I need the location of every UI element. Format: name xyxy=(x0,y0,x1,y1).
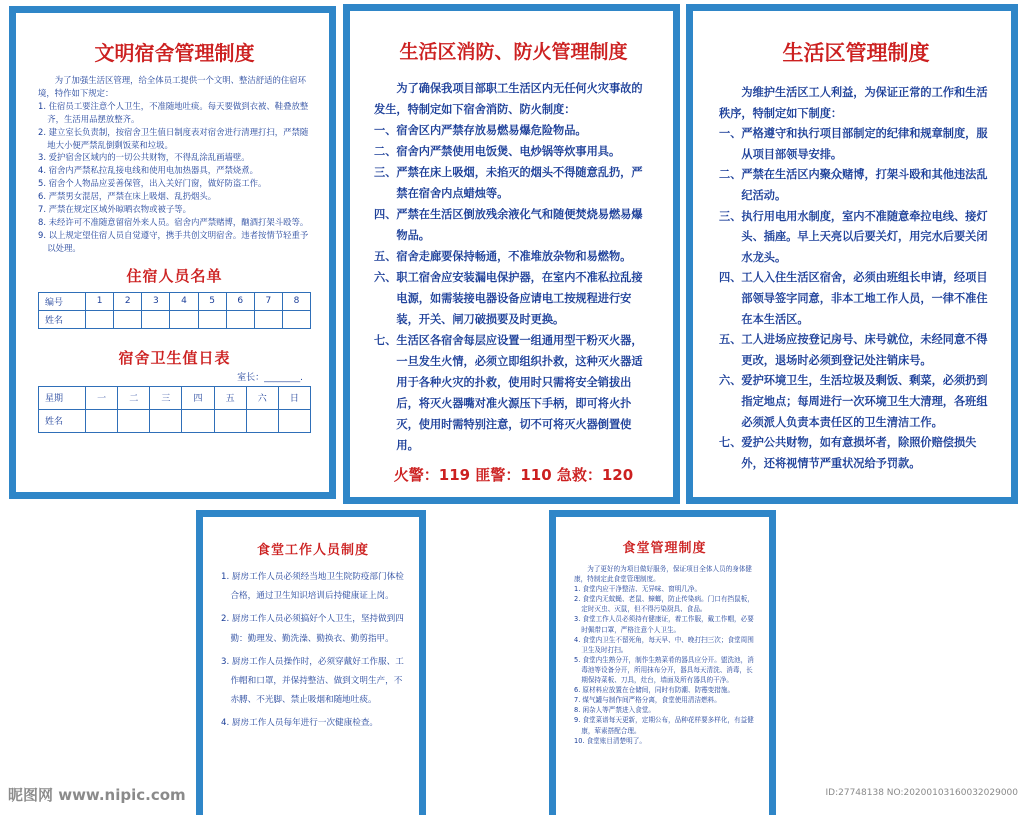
table-cell xyxy=(198,310,226,328)
table-cell: 三 xyxy=(150,386,182,409)
table-cell: 8 xyxy=(282,292,310,310)
duty-table xyxy=(38,386,311,433)
board-canteen-staff xyxy=(196,510,426,815)
watermark-logo: 昵图网 www.nipic.com xyxy=(8,786,186,804)
board3-item: 六、爱护环境卫生，生活垃圾及剩饭、剩菜，必须扔到指定地点；每周进行一次环境卫生大清理，各班组必须派人负责本责任区的卫生清洁工作。 xyxy=(719,374,988,429)
board-living-area xyxy=(686,4,1018,504)
board-canteen-rules xyxy=(549,510,776,815)
table-cell xyxy=(282,310,310,328)
board1-item: 5. 宿舍个人物品应妥善保管，出入关好门窗，做好防盗工作。 xyxy=(38,178,267,189)
board2-intro: 为了确保我项目部职工生活区内无任何火灾事故的发生，特制定如下宿舍消防、防火制度： xyxy=(374,82,643,116)
board1-intro: 为了加强生活区管理，给全体员工提供一个文明、整洁舒适的住宿环境，特作如下规定： xyxy=(38,75,307,98)
board3-item: 二、严禁在生活区内聚众赌博，打架斗殴和其他违法乱纪活动。 xyxy=(719,168,988,202)
board4-item: 1. 厨房工作人员必须经当地卫生院防疫部门体检合格，通过卫生知识培训后持健康证上岗。 xyxy=(221,572,404,602)
table-cell: 7 xyxy=(254,292,282,310)
board2-item: 五、宿舍走廊要保持畅通，不准堆放杂物和易燃物。 xyxy=(374,250,632,263)
table-cell: 二 xyxy=(118,386,150,409)
board2-item: 七、生活区各宿舍每层应设置一组通用型干粉灭火器，一旦发生火情，必须立即组织扑救，这种灭火器适用于各种火灾的扑救，使用时只需将安全销拔出后，将灭火器嘴对准火源压下手柄，即可将火扑灭，使用时需特别注意，切不可将灭火器倒置使用。 xyxy=(374,334,643,452)
board5-item: 9. 食堂菜谱每天更新，定期公布，品种花样要多样化，有益健康，荤素搭配合理。 xyxy=(574,716,754,735)
board1-item: 8. 未经许可不准随意留宿外来人员。宿舍内严禁赌博，酗酒打架斗殴等。 xyxy=(38,216,309,227)
board1-item: 6. 严禁男女混居，严禁在床上吸烟、乱扔烟头。 xyxy=(38,191,217,202)
table-cell: 5 xyxy=(198,292,226,310)
board1-item: 3. 爱护宿舍区域内的一切公共财物，不得乱涂乱画墙壁。 xyxy=(38,152,250,163)
room-leader: 室长：________. xyxy=(237,372,303,383)
emergency-numbers: 火警：119 匪警：110 急救：120 xyxy=(393,466,634,484)
board1-item: 1. 住宿员工要注意个人卫生，不准随地吐痰。每天要做到衣被、鞋叠放整齐，生活用品摆放整齐。 xyxy=(38,100,309,124)
board2-item: 三、严禁在床上吸烟，未掐灭的烟头不得随意乱扔，严禁在宿舍内点蜡烛等。 xyxy=(374,166,643,200)
board4-title: 食堂工作人员制度 xyxy=(256,543,369,558)
board5-item: 2. 食堂内无蚊蝇、老鼠、蟑螂，防止传染病。门口有挡鼠板，定时灭虫、灭鼠，但不得污染厨具、食品。 xyxy=(574,595,754,614)
table-cell: 星期 xyxy=(39,386,86,409)
table-cell xyxy=(86,310,114,328)
table-cell: 一 xyxy=(86,386,118,409)
table-cell xyxy=(86,409,118,432)
board5-item: 5. 食堂内生熟分开，制作生熟菜肴的器具应分开。盥洗池，消毒池等设备分开，所用抹布分开，器具每天清洗、消毒，长期保持菜板、刀具，灶台，墙面及所有器具的干净。 xyxy=(574,655,754,685)
table-row xyxy=(39,310,311,328)
board2-item: 四、严禁在生活区倒放残余液化气和随便焚烧易燃易爆物品。 xyxy=(374,208,643,242)
table-cell xyxy=(114,310,142,328)
table-cell xyxy=(246,409,278,432)
board5-item: 4. 食堂内卫生不留死角，每天早、中、晚打扫三次；食堂周围卫生及时打扫。 xyxy=(574,635,754,654)
table-cell xyxy=(150,409,182,432)
table-cell: 6 xyxy=(226,292,254,310)
table-cell: 姓名 xyxy=(39,310,86,328)
roster-table xyxy=(38,292,311,329)
board3-title: 生活区管理制度 xyxy=(782,41,930,65)
board3-item: 五、工人进场应按登记房号、床号就位，未经同意不得更改，退场时必须到登记处注销床号。 xyxy=(719,333,988,367)
board2-title: 生活区消防、防火管理制度 xyxy=(399,41,628,63)
board3-intro: 为维护生活区工人利益，为保证正常的工作和生活秩序，特制定如下制度： xyxy=(719,86,988,120)
duty-title: 宿舍卫生值日表 xyxy=(118,348,231,367)
board4-item: 4. 厨房工作人员每年进行一次健康检查。 xyxy=(221,718,379,729)
board2-item: 二、宿舍内严禁使用电饭煲、电炒锅等炊事用具。 xyxy=(374,145,621,158)
board1-item: 4. 宿舍内严禁私拉乱接电线和使用电加热器具，严禁烧煮。 xyxy=(38,165,259,176)
table-cell: 五 xyxy=(214,386,246,409)
board5-item: 10. 食堂账目清楚明了。 xyxy=(574,736,646,745)
table-cell xyxy=(214,409,246,432)
table-cell: 六 xyxy=(246,386,278,409)
table-cell xyxy=(118,409,150,432)
table-cell xyxy=(278,409,310,432)
table-row xyxy=(39,386,311,409)
table-cell: 四 xyxy=(182,386,214,409)
board3-item: 七、爱护公共财物，如有意损坏者，除照价赔偿损失外，还将视情节严重状况给予罚款。 xyxy=(719,436,977,470)
board5-item: 1. 食堂内应干净整洁、无异味、窗明几净。 xyxy=(574,585,702,594)
table-cell xyxy=(182,409,214,432)
watermark-id: ID:27748138 NO:20200103160032029000 xyxy=(825,788,1018,798)
board5-item: 7. 煤气罐与制作间严格分离，食堂使用清洁燃料。 xyxy=(574,696,721,705)
table-cell: 日 xyxy=(278,386,310,409)
board1-item: 2. 建立室长负责制，按宿舍卫生值日制度表对宿舍进行清理打扫，严禁随地大小便严禁乱倒剩饭菜和垃圾。 xyxy=(38,126,309,150)
board5-item: 3. 食堂工作人员必须持有健康证，着工作服，戴工作帽，必要时佩带口罩，严格注意个人卫生。 xyxy=(574,615,754,634)
board3-item: 三、执行用电用水制度，室内不准随意牵拉电线、接灯头、插座。早上天亮以后要关灯，用完水后要关闭水龙头。 xyxy=(719,209,988,264)
board5-item: 6. 原材料应放置在仓储间，同时有防潮、防霉变措施。 xyxy=(574,686,735,695)
board4-item: 2. 厨房工作人员必须搞好个人卫生，坚持做到四勤：勤理发、勤洗澡、勤换衣、勤剪指甲。 xyxy=(221,614,404,644)
board2-item: 六、职工宿舍应安装漏电保护器，在室内不准私拉乱接电源，如需装接电器设备应请电工按规程进行安装，开关、闸刀破损要及时更换。 xyxy=(374,271,643,326)
board2-item: 一、宿舍区内严禁存放易燃易爆危险物品。 xyxy=(374,124,587,137)
table-cell xyxy=(226,310,254,328)
table-cell: 1 xyxy=(86,292,114,310)
board1-title: 文明宿舍管理制度 xyxy=(94,41,255,65)
table-cell: 2 xyxy=(114,292,142,310)
table-cell xyxy=(170,310,198,328)
table-row xyxy=(39,409,311,432)
board5-title: 食堂管理制度 xyxy=(622,541,707,556)
board-fire-safety xyxy=(343,4,680,504)
board5-item: 8. 闲杂人等严禁进入食堂。 xyxy=(574,706,655,715)
table-cell: 4 xyxy=(170,292,198,310)
board4-item: 3. 厨房工作人员操作时，必须穿戴好工作服、工作帽和口罩，并保持整洁、做到文明生产，不赤膊、不光脚、禁止吸烟和随地吐痰。 xyxy=(221,656,404,706)
table-cell xyxy=(142,310,170,328)
board3-item: 四、工人入住生活区宿舍，必须由班组长申请，经项目部领导签字同意，非本工地工作人员，一律不准住在本生活区。 xyxy=(719,271,988,326)
table-cell: 3 xyxy=(142,292,170,310)
table-cell: 姓名 xyxy=(39,409,86,432)
board-dorm-rules xyxy=(9,6,336,499)
table-row xyxy=(39,292,311,310)
board3-item: 一、严格遵守和执行项目部制定的纪律和规章制度，服从项目部领导安排。 xyxy=(719,127,988,161)
table-cell xyxy=(254,310,282,328)
roster-title: 住宿人员名单 xyxy=(126,266,223,285)
board5-intro: 为了更好的为项目做好服务，保证项目全体人员的身体健康，特制定此食堂管理制度。 xyxy=(574,565,753,584)
table-cell: 编号 xyxy=(39,292,86,310)
board1-item: 9. 以上规定望住宿人员自觉遵守，携手共创文明宿舍。违者按情节轻重予以处理。 xyxy=(38,229,309,253)
board1-item: 7. 严禁在规定区域外晾晒衣物或被子等。 xyxy=(38,204,192,215)
